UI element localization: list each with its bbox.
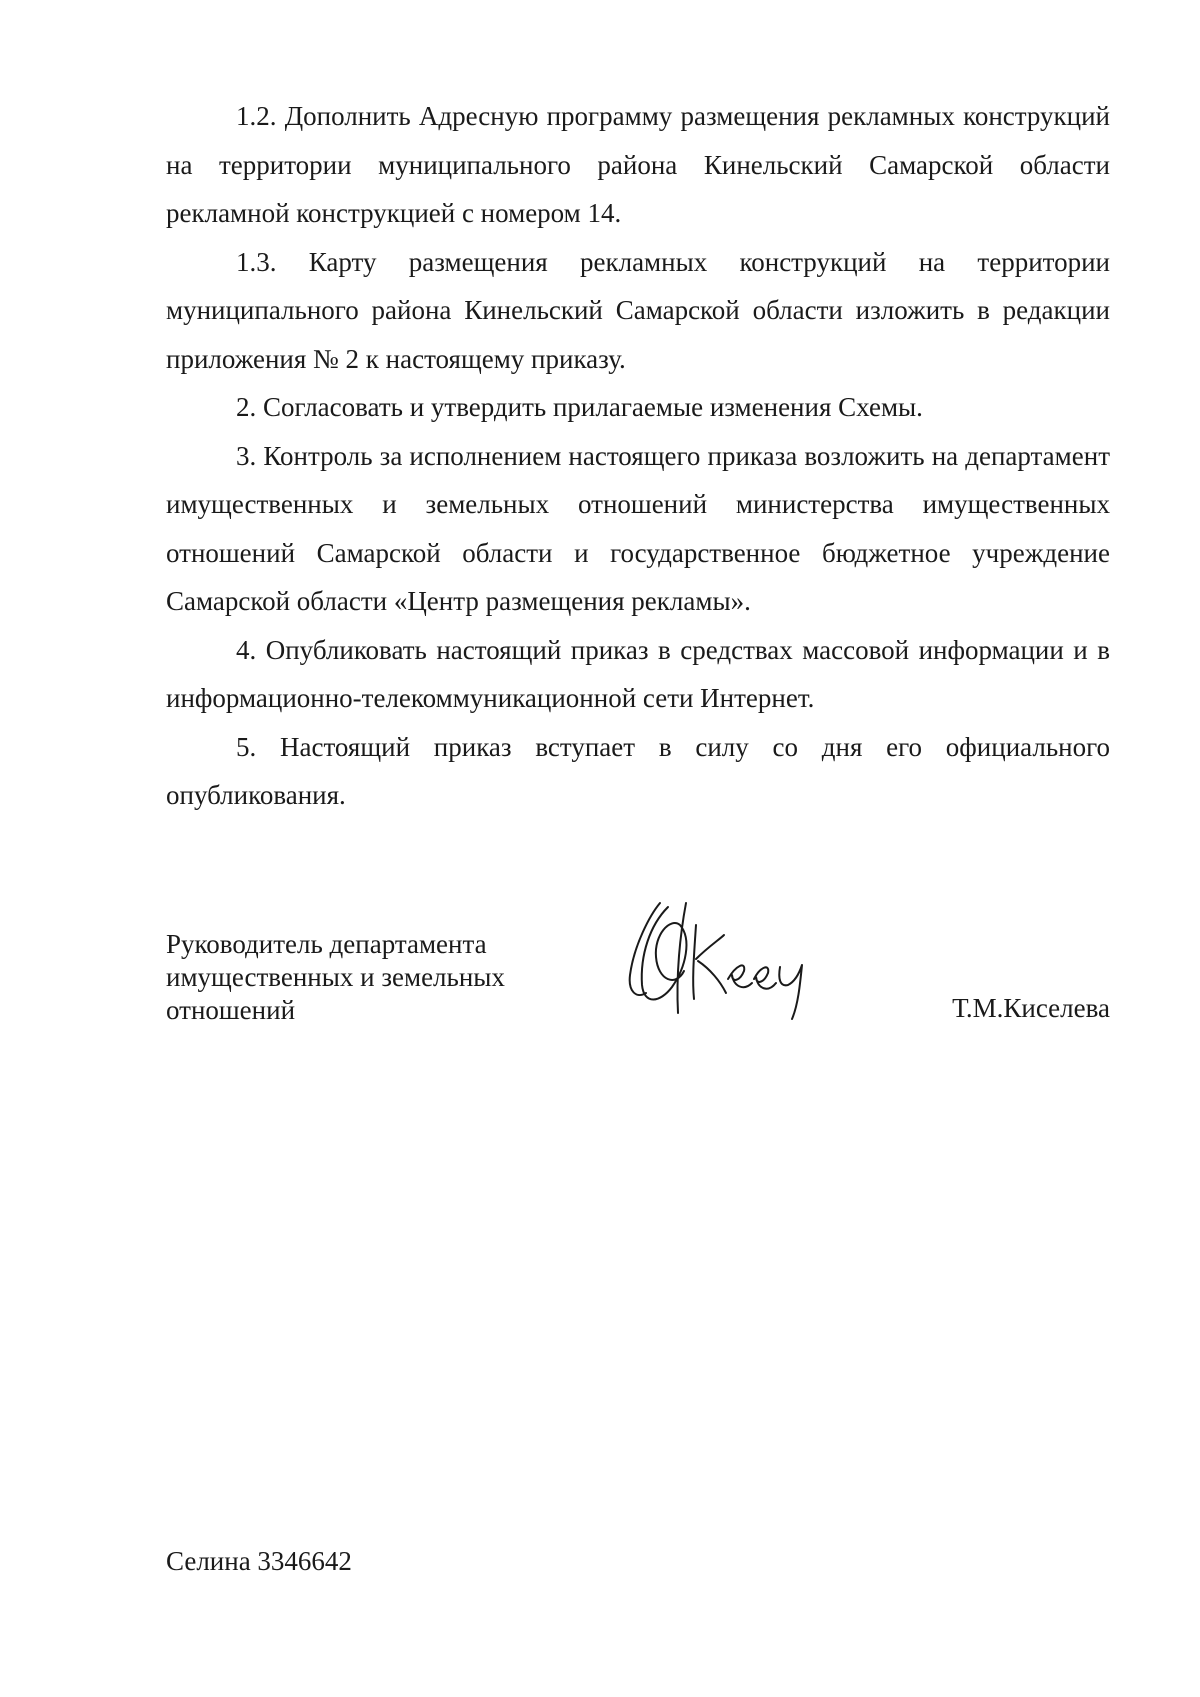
signatory-title-line-1: Руководитель департамента — [166, 929, 487, 959]
executor-contact: Селина 3346642 — [166, 1546, 352, 1576]
signer-name: Т.М.Киселева — [952, 993, 1110, 1023]
document-body — [166, 92, 1110, 820]
paragraph-4: 4. Опубликовать настоящий приказ в средствах массовой информации и в информационно-телекоммуникационной сети Интернет. — [166, 634, 1110, 713]
paragraph-5: 5. Настоящий приказ вступает в силу со дня его официального опубликования. — [166, 731, 1110, 810]
signatory-title — [166, 928, 505, 1027]
paragraph-1-2: 1.2. Дополнить Адресную программу размещения рекламных конструкций на территории муниципального района Кинельский Самарской области рекламной конструкцией с номером 14. — [166, 101, 1110, 228]
signatory-title-line-2: имущественных и земельных — [166, 962, 505, 992]
paragraph-1-3: 1.3. Карту размещения рекламных конструкций на территории муниципального района Кинельский Самарской области изложить в редакции приложения № 2 к настоящему приказу. — [166, 246, 1110, 374]
signatory-title-line-3: отношений — [166, 995, 296, 1025]
paragraph-2: 2. Согласовать и утвердить прилагаемые изменения Схемы. — [236, 392, 923, 422]
handwritten-signature — [620, 895, 820, 1025]
paragraph-3: 3. Контроль за исполнением настоящего приказа возложить на департамент имущественных и земельных отношений министерства имущественных отношений Самарской области и государственное бюджетное учреждение Самарской области «Центр размещения рекламы». — [166, 440, 1110, 616]
